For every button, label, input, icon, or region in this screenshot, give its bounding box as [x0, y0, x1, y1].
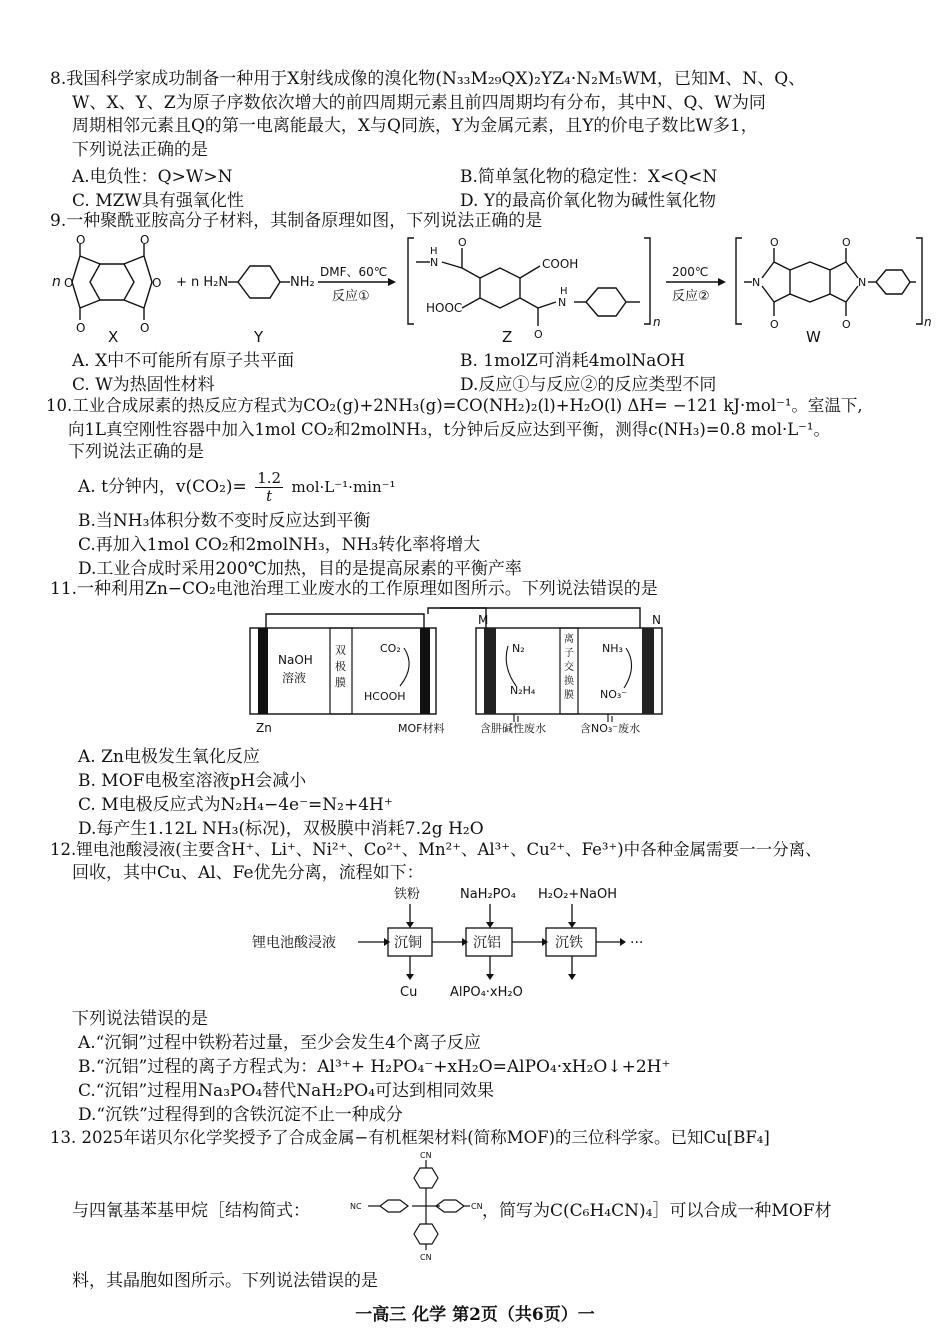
x-o-5: O [64, 276, 74, 290]
q9-option-d: D.反应①与反应②的反应类型不同 [460, 375, 717, 395]
z-o-2: O [534, 328, 543, 341]
cn-bottom: CN [420, 1253, 432, 1262]
page-footer: 一高三 化学 第2页（共6页）一 [355, 1305, 595, 1325]
m-electrode [484, 628, 496, 714]
q9-option-b: B. 1molZ可消耗4molNaOH [460, 351, 686, 371]
arrow2-condition: 200℃ [672, 265, 709, 279]
naoh-label: NaOH [278, 653, 313, 667]
flow-box-3-label: 沉铁 [555, 935, 583, 951]
q12-option-c: C.“沉铝”过程用Na₃PO₄替代NaH₂PO₄可达到相同效果 [78, 1081, 495, 1101]
mof-electrode [420, 628, 430, 714]
q10-a-prefix: A. t分钟内，v(CO₂)= [78, 477, 247, 497]
q8-line-1: 8.我国科学家成功制备一种用于X射线成像的溴化物(N₃₃M₂₉QX)₂YZ₄·N₂M₅WM，已知M、N、Q、 [50, 69, 806, 89]
ion-ex-char-2: 子 [564, 648, 574, 659]
n2-label: N₂ [512, 642, 525, 655]
question-8 [50, 68, 930, 162]
n-electrode [642, 628, 654, 714]
q12-option-d: D.“沉铁”过程得到的含铁沉淀不止一种成分 [78, 1105, 403, 1125]
x-o-1: O [76, 233, 86, 247]
flow-input-1: 铁粉 [394, 887, 421, 902]
z-hooc: HOOC [426, 301, 463, 315]
m-label: M [478, 613, 489, 627]
z-h-2: H [560, 286, 568, 297]
q10-line-1: 10.工业合成尿素的热反应方程式为CO₂(g)+2NH₃(g)=CO(NH₂)₂(l)+H₂O(l) ΔH= −121 kJ·mol⁻¹。室温下, [46, 396, 863, 415]
w-n-2: N [858, 276, 867, 289]
w-o-2: O [770, 318, 779, 331]
q9-stem: 9.一种聚酰亚胺高分子材料，其制备原理如图，下列说法正确的是 [50, 211, 543, 231]
z-cooh: COOH [542, 257, 579, 271]
mof-label: MOF材料 [398, 722, 445, 735]
q11-stem: 11.一种利用Zn−CO₂电池治理工业废水的工作原理如图所示。下列说法错误的是 [50, 579, 658, 599]
hydrazine-waste-label: 含肼碱性废水 [480, 722, 546, 735]
flow-input-2: NaH₂PO₄ [460, 887, 516, 902]
z-o-1: O [458, 236, 467, 249]
q10-a-numerator: 1.2 [257, 469, 282, 487]
solution-label: 溶液 [282, 671, 307, 685]
nh3-label: NH₃ [602, 642, 623, 655]
z-sub-n: n [653, 315, 661, 329]
q9-option-c: C. W为热固性材料 [72, 375, 215, 395]
flow-output-2: AlPO₄·xH₂O [450, 985, 523, 1000]
label-w: W [806, 328, 821, 346]
question-12 [50, 838, 930, 885]
arrow1-condition: DMF、60℃ [320, 265, 388, 279]
bipolar-char-3: 膜 [335, 676, 346, 689]
z-benzene-ring [480, 268, 520, 308]
q13-structure [328, 1150, 488, 1262]
q10-line-2: 向1L真空刚性容器中加入1mol CO₂和2molNH₃，t分钟后反应达到平衡，测得c(NH₃)=0.8 mol·L⁻¹。 [68, 419, 830, 439]
label-y: Y [254, 328, 264, 346]
x-o-2: O [140, 233, 150, 247]
q8-line-4: 下列说法正确的是 [72, 139, 208, 160]
q12-line-1: 12.锂电池酸浸液(主要含H⁺、Li⁺、Ni²⁺、Co²⁺、Mn²⁺、Al³⁺、Cu²⁺、Fe³⁺)中各种金属需要一一分离、 [50, 840, 822, 859]
q10-line-3: 下列说法正确的是 [68, 442, 204, 462]
w-o-1: O [770, 236, 779, 249]
q8-option-b: B.简单氢化物的稳定性：X<Q<N [460, 167, 718, 187]
q9-n-coef: n [52, 274, 61, 290]
y-plus-h2n: + n H₂N [176, 275, 229, 290]
q11-option-d: D.每产生1.12L NH₃(标况)，双极膜中消耗7.2g H₂O [78, 819, 484, 839]
q8-option-d: D. Y的最高价氧化物为碱性氧化物 [460, 191, 717, 211]
q13-line-3: 料，其晶胞如图所示。下列说法错误的是 [72, 1271, 378, 1291]
x-o-6: O [152, 276, 162, 290]
top-phenyl [414, 1168, 438, 1188]
q10-option-d: D.工业合成时采用200℃加热，目的是提高尿素的平衡产率 [78, 559, 522, 579]
q11-option-a: A. Zn电极发生氧化反应 [78, 747, 260, 767]
q10-option-b: B.当NH₃体积分数不变时反应达到平衡 [78, 511, 371, 531]
flow-start: 锂电池酸浸液 [252, 935, 336, 951]
question-10 [46, 394, 926, 465]
ion-ex-char-3: 交 [564, 662, 574, 673]
w-n-1: N [752, 276, 761, 289]
bipolar-char-1: 双 [335, 644, 346, 657]
q13-line-2-prefix: 与四氰基苯基甲烷［结构简式： [72, 1201, 310, 1221]
q13-line-1: 13. 2025年诺贝尔化学奖授予了合成金属−有机框架材料(简称MOF)的三位科学家。已知Cu[BF₄] [50, 1128, 770, 1147]
q10-a-unit: mol·L⁻¹·min⁻¹ [291, 478, 396, 496]
flow-dots: ··· [630, 935, 644, 951]
zn-label: Zn [256, 721, 272, 735]
flow-box-2-label: 沉铝 [473, 935, 501, 951]
flow-input-3: H₂O₂+NaOH [538, 887, 618, 902]
cn-top: CN [420, 1151, 432, 1160]
w-o-3: O [842, 236, 851, 249]
arrow2-reaction: 反应② [672, 289, 710, 304]
nitrate-waste-label: 含NO₃⁻废水 [580, 722, 641, 735]
q10-a-denominator: t [266, 487, 273, 505]
ion-ex-char-5: 膜 [564, 690, 574, 701]
bipolar-char-2: 极 [335, 660, 346, 673]
hcooh-label: HCOOH [364, 690, 406, 703]
q8-line-3: 周期相邻元素且Q的第一电离能最大，X与Q同族，Y为金属元素，且Y的价电子数比W多1， [72, 116, 758, 136]
q12-flowchart [250, 882, 690, 1002]
zn-electrode [258, 628, 268, 714]
ion-ex-char-1: 离 [564, 634, 574, 645]
w-sub-n: n [924, 315, 932, 329]
cn-right: CN [471, 1202, 483, 1211]
label-x: X [108, 328, 119, 346]
q9-option-a: A. X中不可能所有原子共平面 [72, 351, 295, 371]
y-benzene-ring [238, 266, 280, 298]
x-o-3: O [76, 321, 86, 335]
y-nh2: NH₂ [290, 275, 315, 290]
ion-ex-char-4: 换 [564, 676, 574, 687]
q13-line-2-suffix: ，简写为C(C₆H₄CN)₄］可以合成一种MOF材 [482, 1201, 832, 1221]
q11-option-b: B. MOF电极室溶液pH会减小 [78, 771, 307, 791]
label-z: Z [502, 328, 513, 346]
q9-reaction-diagram [50, 234, 930, 346]
w-o-4: O [842, 318, 851, 331]
q12-line-2: 回收，其中Cu、Al、Fe优先分离，流程如下： [72, 862, 424, 883]
z-h-1: H [430, 246, 438, 257]
x-o-4: O [140, 321, 150, 335]
bottom-phenyl [414, 1224, 438, 1244]
n2h4-label: N₂H₄ [510, 684, 536, 697]
n-label: N [652, 613, 661, 627]
arrow1-reaction: 反应① [332, 289, 370, 304]
flow-output-1: Cu [400, 985, 418, 1000]
left-phenyl [380, 1200, 408, 1212]
q12-option-b: B.“沉铝”过程的离子方程式为：Al³⁺+ H₂PO₄⁻+xH₂O=AlPO₄·xH₂O↓+2H⁺ [78, 1057, 671, 1077]
w-benzene-ring [790, 262, 830, 302]
z-phenyl-ring [586, 288, 626, 316]
z-n-1: N [430, 256, 439, 269]
w-phenyl-ring [876, 270, 910, 294]
z-n-2: N [558, 296, 567, 309]
flow-box-1-label: 沉铜 [394, 935, 422, 951]
q10-a-fraction [255, 470, 283, 505]
q12-option-a: A.“沉铜”过程中铁粉若过量，至少会发生4个离子反应 [78, 1033, 481, 1053]
q11-option-c: C. M电极反应式为N₂H₄−4e⁻=N₂+4H⁺ [78, 795, 393, 815]
q8-option-c: C. MZW具有强氧化性 [72, 191, 244, 211]
nc-left: NC [350, 1202, 362, 1211]
x-benzene-ring [90, 264, 134, 300]
co2-label: CO₂ [380, 642, 401, 655]
right-phenyl [436, 1200, 464, 1212]
q11-cell-diagram [240, 604, 680, 736]
q10-option-c: C.再加入1mol CO₂和2molNH₃，NH₃转化率将增大 [78, 535, 481, 555]
q10-option-a [78, 470, 396, 505]
q8-option-a: A.电负性：Q>W>N [72, 167, 233, 187]
no3-label: NO₃⁻ [600, 688, 628, 701]
q12-question: 下列说法错误的是 [72, 1009, 208, 1029]
q8-line-2: W、X、Y、Z为原子序数依次增大的前四周期元素且前四周期均有分布，其中N、Q、W为同 [72, 92, 766, 113]
